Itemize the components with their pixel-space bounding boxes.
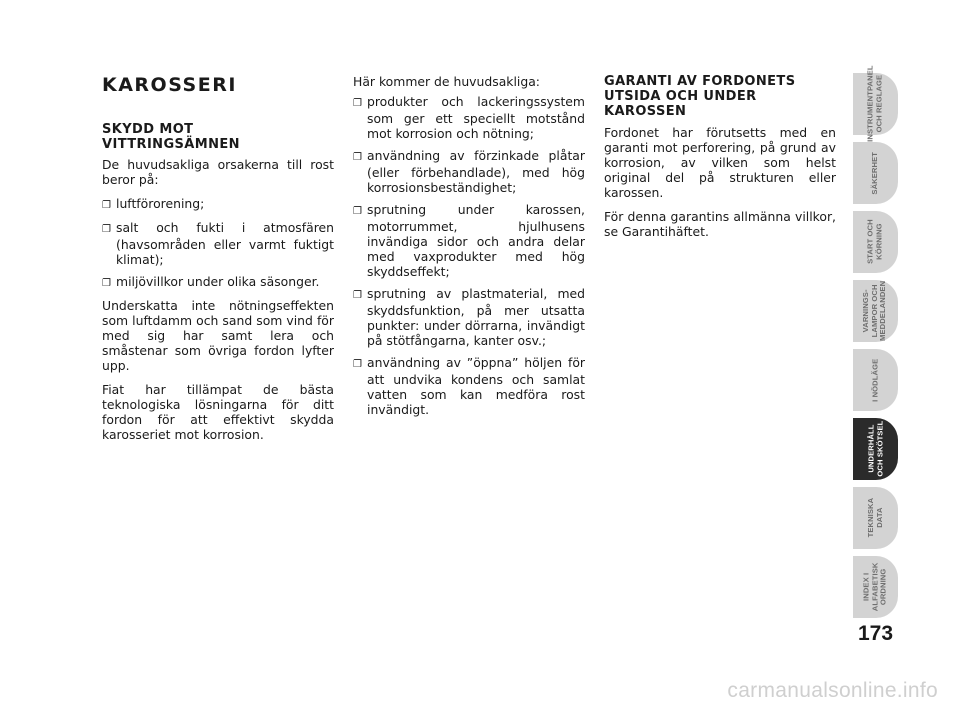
list-item [353, 94, 585, 141]
protection-list [353, 94, 585, 417]
chapter-tab-label: START OCH KÖRNING [865, 219, 884, 265]
watermark: carmanualsonline.info [727, 679, 938, 702]
column-left [102, 74, 334, 451]
checkbox-bullet-icon: ❐ [102, 278, 111, 289]
list-item-text: sprutning av plastmaterial, med skyddsfunktion, på mer utsatta punkter: under dörrarna, invändigt på stötfångarna, kanter osv.; [367, 286, 585, 348]
list-item-text: miljövillkor under olika säsonger. [116, 274, 320, 289]
list-item [353, 286, 585, 348]
chapter-tab[interactable] [853, 556, 898, 618]
intro-paragraph: Här kommer de huvudsakliga: [353, 74, 540, 89]
chapter-tab[interactable] [853, 349, 898, 411]
chapter-tab-label: INDEX I ALFABETISK ORDNING [861, 562, 888, 612]
checkbox-bullet-icon: ❐ [102, 224, 111, 235]
paragraph-abrasion: Underskatta inte nötningseffekten som luftdamm och sand som vind för med sig har samt lera och småstenar som övriga fordon lyfter upp. [102, 298, 334, 373]
paragraph-warranty: Fordonet har förutsetts med en garanti mot perforering, på grund av korrosion, av vilken som helst original del på strukturen eller karossen. [604, 125, 836, 200]
causes-list [102, 196, 334, 291]
chapter-tab-label: VARNINGS- LAMPOR OCH MEDDELANDEN [861, 280, 888, 342]
paragraph-fiat-solutions: Fiat har tillämpat de bästa teknologiska lösningarna för ditt fordon för att effektivt skydda karosseriet mot korrosion. [102, 382, 334, 442]
list-item-text: luftförorening; [116, 196, 205, 211]
section-title: KAROSSERI [102, 74, 237, 96]
list-item-text: sprutning under karossen, motorrummet, hjulhusens invändiga sidor och andra delar med vaxprodukter med hög skyddseffekt; [367, 202, 585, 279]
page-number: 173 [857, 622, 894, 645]
chapter-tab-label: TEKNISKA DATA [865, 498, 884, 538]
chapter-tab-label: INSTRUMENTPANEL OCH REGLAGE [865, 65, 884, 143]
list-item-text: produkter och lackeringssystem som ger ett speciellt motstånd mot korrosion och nötning; [367, 94, 585, 141]
chapter-tab[interactable] [853, 65, 898, 143]
checkbox-bullet-icon: ❐ [353, 152, 362, 163]
checkbox-bullet-icon: ❐ [353, 359, 362, 370]
chapter-tabs [853, 65, 898, 625]
column-middle [353, 74, 585, 424]
chapter-tab[interactable] [853, 211, 898, 273]
intro-paragraph: De huvudsakliga orsakerna till rost beror på: [102, 157, 334, 187]
chapter-tab-label: SÄKERHET [870, 151, 880, 195]
list-item [353, 148, 585, 195]
chapter-tab[interactable] [853, 142, 898, 204]
chapter-tab[interactable] [853, 418, 898, 480]
checkbox-bullet-icon: ❐ [102, 200, 111, 211]
chapter-tab[interactable] [853, 487, 898, 549]
paragraph-warranty-terms: För denna garantins allmänna villkor, se Garantihäftet. [604, 209, 836, 239]
chapter-tab[interactable] [853, 280, 898, 342]
warranty-title: GARANTI AV FORDONETS UTSIDA OCH UNDER KAROSSEN [604, 74, 796, 119]
list-item [102, 196, 334, 213]
column-right [604, 74, 836, 248]
list-item [102, 220, 334, 267]
list-item [353, 202, 585, 279]
chapter-tab-label: I NÖDLÄGE [870, 358, 880, 402]
chapter-tab-label: UNDERHÅLL OCH SKÖTSEL [865, 421, 884, 477]
subsection-title: SKYDD MOT VITTRINGSÄMNEN [102, 122, 240, 152]
checkbox-bullet-icon: ❐ [353, 206, 362, 217]
list-item-text: användning av förzinkade plåtar (eller förbehandlade), med hög korrosionsbeständighet; [367, 148, 585, 195]
list-item-text: salt och fukti i atmosfären (havsområden eller varmt fuktigt klimat); [116, 220, 334, 267]
list-item-text: användning av ”öppna” höljen för att undvika kondens och samlat vatten som kan medföra rost invändigt. [367, 355, 585, 417]
list-item [353, 355, 585, 417]
checkbox-bullet-icon: ❐ [353, 98, 362, 109]
list-item [102, 274, 334, 291]
checkbox-bullet-icon: ❐ [353, 290, 362, 301]
